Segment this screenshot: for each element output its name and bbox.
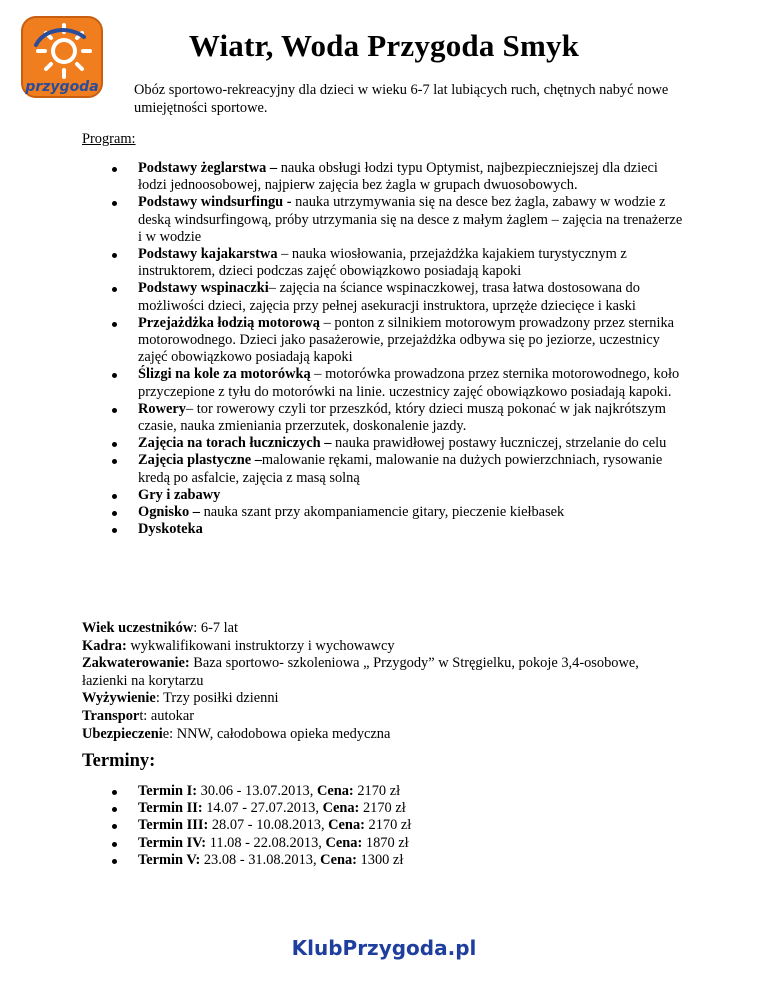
list-item: Podstawy żeglarstwa – nauka obsługi łodzi typu Optymist, najbezpieczniejszej dla dzieci łodzi jednoosobowej, najpierw zajęcia bez żagla w grupach dwuosobowych. — [112, 160, 687, 194]
detail-lodging: Zakwaterowanie: Baza sportowo- szkoleniowa „ Przygody” w Stręgielku, pokoje 3,4-osobowe, łazienki na korytarzu — [82, 655, 639, 689]
logo-wordmark: przygoda — [25, 79, 99, 95]
term-item: Termin I: 30.06 - 13.07.2013, Cena: 2170 zł — [112, 783, 411, 800]
intro-paragraph: Obóz sportowo-rekreacyjny dla dzieci w wieku 6-7 lat lubiących ruch, chętnych nabyć nowe umiejętności sportowe. — [134, 82, 669, 116]
detail-age: Wiek uczestników: 6-7 lat — [82, 620, 239, 636]
term-item: Termin III: 28.07 - 10.08.2013, Cena: 2170 zł — [112, 817, 411, 834]
term-item: Termin II: 14.07 - 27.07.2013, Cena: 2170 zł — [112, 800, 411, 817]
term-item: Termin IV: 11.08 - 22.08.2013, Cena: 1870 zł — [112, 835, 411, 852]
list-item: Podstawy wspinaczki– zajęcia na ściance wspinaczkowej, trasa łatwa dostosowana do możliwości dzieci, zajęcia przy pełnej asekuracji instruktora, uprzęże dziecięce i kaski — [112, 280, 687, 314]
program-label: Program: — [82, 131, 136, 147]
program-list — [112, 160, 687, 538]
list-item: Podstawy kajakarstwa – nauka wiosłowania, przejażdżka kajakiem turystycznym z instruktorem, dzieci podczas zajęć obowiązkowo posiadają kapoki — [112, 246, 687, 280]
list-item: Zajęcia na torach łuczniczych – nauka prawidłowej postawy łuczniczej, strzelanie do celu — [112, 435, 687, 452]
detail-staff: Kadra: wykwalifikowani instruktorzy i wychowawcy — [82, 637, 395, 654]
camp-details — [82, 620, 682, 743]
page-title: Wiatr, Woda Przygoda Smyk — [188, 28, 580, 63]
list-item: Gry i zabawy — [112, 487, 687, 504]
list-item: Ślizgi na kole za motorówką – motorówka prowadzona przez sternika motorowodnego, koło przyczepione z tyłu do motorówki na linie. uczestnicy zajęć obowiązkowo posiadają kapoki. — [112, 366, 687, 400]
detail-insurance: Ubezpieczenie: NNW, całodobowa opieka medyczna — [82, 725, 391, 742]
list-item: Rowery– tor rowerowy czyli tor przeszkód, który dzieci muszą pokonać w jak najkrótszym czasie, nauka zmieniania przerzutek, doskonalenie jazdy. — [112, 401, 687, 435]
list-item: Przejażdżka łodzią motorową – ponton z silnikiem motorowym prowadzony przez sternika motorowodnego. Dzieci jako pasażerowie, przejażdżka odbywa się po jeziorze, uczestnicy zajęć obowiązkowo posiadają kapoki — [112, 315, 687, 367]
list-item: Dyskoteka — [112, 521, 687, 538]
term-item: Termin V: 23.08 - 31.08.2013, Cena: 1300 zł — [112, 852, 411, 869]
list-item: Podstawy windsurfingu - nauka utrzymywania się na desce bez żagla, zabawy w wodzie z deską windsurfingową, próby utrzymania się na desce z małym żaglem – zajęcia na trenażerze i w wodzie — [112, 194, 687, 246]
list-item: Zajęcia plastyczne –malowanie rękami, malowanie na dużych powierzchniach, rysowanie kredą po asfalcie, zajęcia z masą solną — [112, 452, 687, 486]
detail-food: Wyżywienie: Trzy posiłki dzienni — [82, 690, 279, 707]
list-item: Ognisko – nauka szant przy akompaniamencie gitary, pieczenie kiełbasek — [112, 504, 687, 521]
detail-transport: Transport: autokar — [82, 707, 195, 724]
terms-heading: Terminy: — [82, 751, 156, 771]
terms-list — [112, 783, 411, 869]
footer-website-link[interactable]: KlubPrzygoda.pl — [291, 936, 477, 960]
